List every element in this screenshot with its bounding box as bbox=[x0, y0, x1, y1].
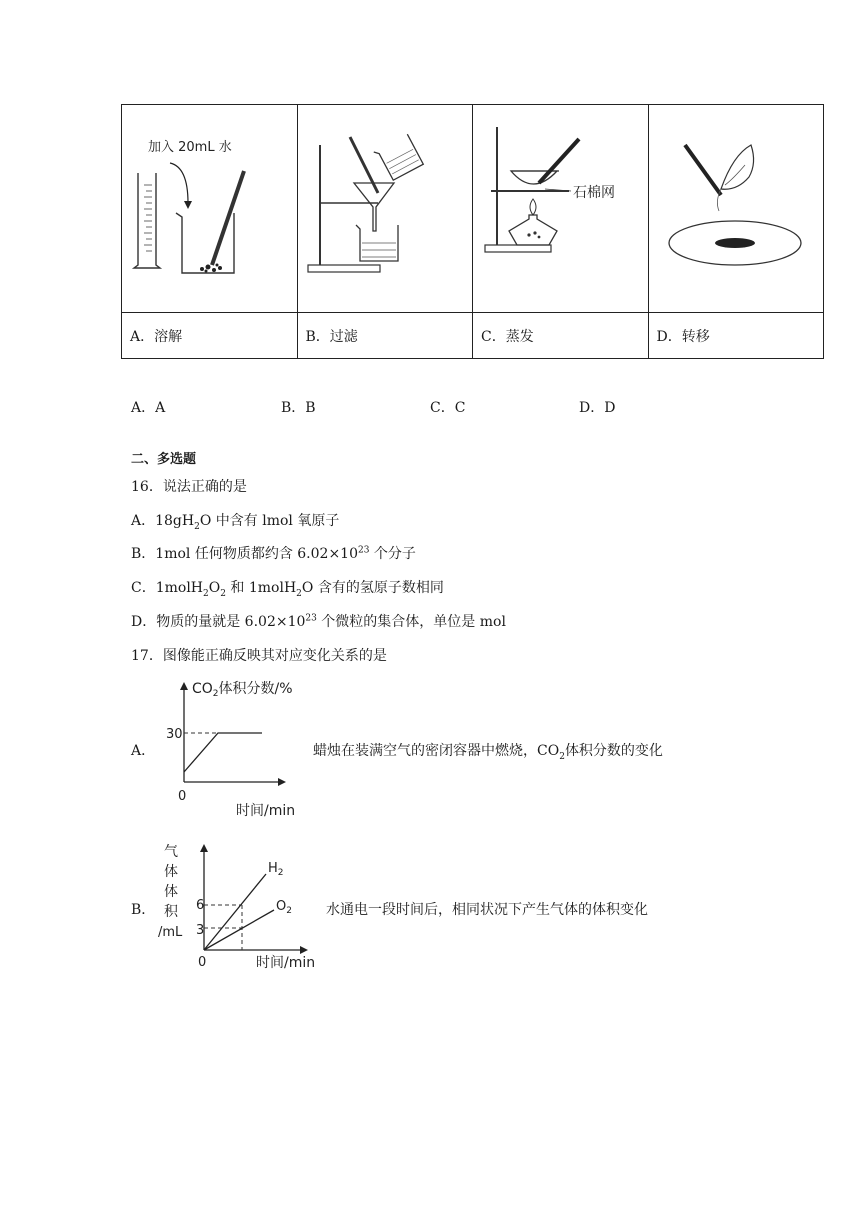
q15-option-c: C．C bbox=[430, 400, 466, 416]
graph-a-origin: 0 bbox=[178, 789, 187, 804]
graph-b-xlabel: 时间/min bbox=[256, 955, 316, 971]
graph-b-ylabel-3: 体 bbox=[164, 884, 178, 900]
transfer-illustration bbox=[649, 105, 824, 308]
evaporate-illustration bbox=[473, 105, 648, 308]
q17-stem: 17．图像能正确反映其对应变化关系的是 bbox=[131, 648, 387, 664]
apparatus-cell-filter bbox=[297, 105, 473, 313]
dissolve-illustration bbox=[122, 105, 297, 308]
graph-b-ylabel-2: 体 bbox=[164, 864, 178, 880]
q17-option-b-desc: 水通电一段时间后，相同状况下产生气体的体积变化 bbox=[326, 902, 648, 918]
filter-illustration bbox=[298, 105, 473, 308]
apparatus-table bbox=[121, 104, 824, 359]
q16-option-b: B．1mol 任何物质都约含 $6.02\times 10^{23}$ 个分子 bbox=[131, 545, 416, 562]
q16-stem: 16．说法正确的是 bbox=[131, 479, 247, 495]
graph-b-ylabel-4: 积 bbox=[164, 904, 178, 920]
dissolve-caption: 加入 20mL 水 bbox=[148, 140, 232, 155]
apparatus-label-d: D．转移 bbox=[648, 313, 824, 359]
apparatus-cell-dissolve bbox=[122, 105, 298, 313]
graph-a-ylabel: $CO_2$体积分数/% bbox=[192, 681, 293, 699]
q17-option-b-letter: B． bbox=[131, 902, 156, 918]
apparatus-label-b: B．过滤 bbox=[297, 313, 473, 359]
q15-option-b: B．B bbox=[281, 400, 316, 416]
q17-option-a-desc: 蜡烛在装满空气的密闭容器中燃烧，$CO_2$体积分数的变化 bbox=[313, 743, 663, 762]
graph-b-tick-3: 3 bbox=[196, 923, 205, 938]
apparatus-cell-evaporate bbox=[473, 105, 649, 313]
graph-b-o2-label: $O_2$ bbox=[276, 899, 292, 916]
q17-graph-b bbox=[154, 838, 324, 973]
q16-option-a: A．$18gH_2O$ 中含有 lmol 氧原子 bbox=[131, 513, 340, 532]
graph-b-o2-line bbox=[204, 910, 274, 950]
apparatus-cell-transfer bbox=[648, 105, 824, 313]
asbestos-mesh-caption: 石棉网 bbox=[573, 185, 615, 201]
apparatus-label-a: A．溶解 bbox=[122, 313, 298, 359]
graph-a-curve bbox=[184, 733, 262, 772]
q15-option-a: A．A bbox=[131, 400, 166, 416]
graph-b-h2-label: $H_2$ bbox=[268, 861, 284, 878]
q16-option-c: C．$1molH_2O_2$ 和 1molH$_2$O 含有的氢原子数相同 bbox=[131, 580, 444, 599]
graph-b-h2-line bbox=[204, 874, 266, 950]
q15-option-d: D．D bbox=[579, 400, 616, 416]
q17-option-a-letter: A． bbox=[131, 743, 156, 759]
graph-b-ylabel-1: 气 bbox=[164, 844, 178, 860]
apparatus-label-c: C．蒸发 bbox=[473, 313, 649, 359]
graph-a-xlabel: 时间/min bbox=[236, 803, 296, 819]
q17-graph-a bbox=[160, 676, 310, 821]
graph-b-yunit: /mL bbox=[158, 925, 183, 940]
graph-b-origin: 0 bbox=[198, 955, 207, 970]
q16-option-d: D．物质的量就是 $6.02\times 10^{23}$ 个微粒的集合体，单位是 mol bbox=[131, 613, 506, 630]
graph-b-tick-6: 6 bbox=[196, 898, 205, 913]
graph-a-tick-30: 30 bbox=[166, 727, 183, 742]
section-heading: 二、多选题 bbox=[131, 452, 197, 467]
